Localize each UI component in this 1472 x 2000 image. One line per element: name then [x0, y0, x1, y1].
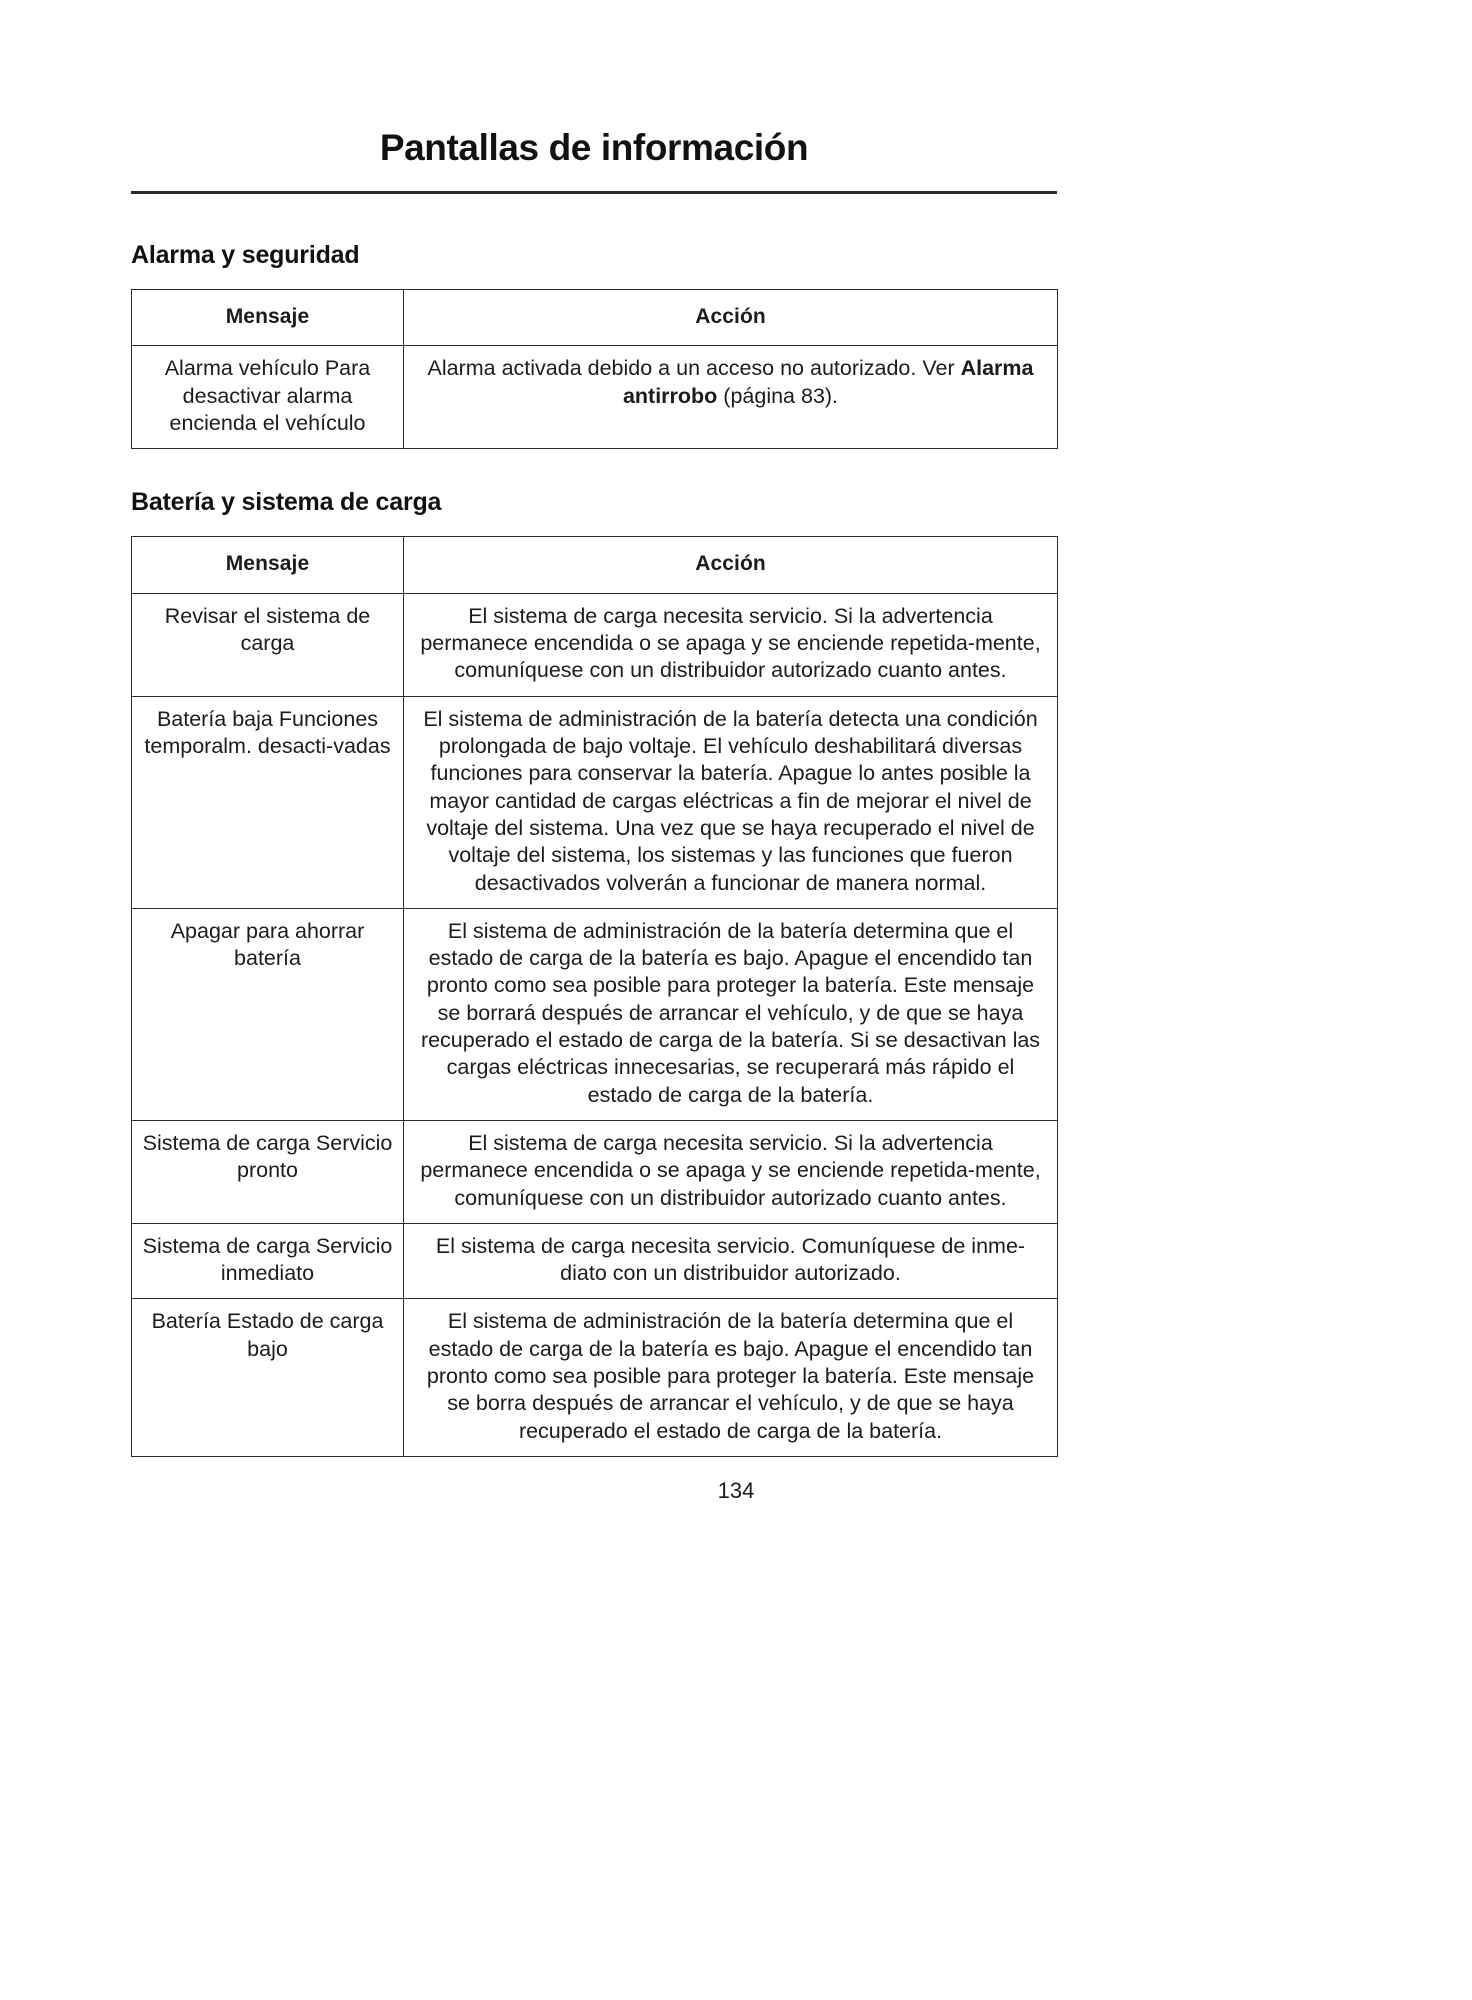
cell-message: Batería Estado de carga bajo [132, 1299, 404, 1456]
cell-action: El sistema de administración de la batería detecta una condición prolongada de bajo voltaje. El vehículo deshabilitará diversas funciones para conservar la batería. Apague lo antes posible la mayor cantidad de cargas eléctricas a fin de mejorar el nivel de voltaje del sistema. Una vez que se haya recuperado el nivel de voltaje del sistema, los sistemas y las funciones que fueron desactivados volverán a funcionar de manera normal. [404, 696, 1058, 908]
page-title: Pantallas de información [379, 127, 809, 168]
action-text-after: (página 83). [717, 383, 839, 408]
cell-message: Revisar el sistema de carga [132, 593, 404, 696]
column-header-mensaje: Mensaje [132, 289, 404, 346]
cell-action: El sistema de carga necesita servicio. Si la advertencia permanece encendida o se apaga y se enciende repetida-mente, comuníquese con un distribuidor autorizado cuanto antes. [404, 593, 1058, 696]
column-header-mensaje: Mensaje [132, 537, 404, 594]
cell-action: El sistema de administración de la batería determina que el estado de carga de la batería es bajo. Apague el encendido tan pronto como sea posible para proteger la batería. Este mensaje se borra después de arrancar el vehículo, y de que se haya recuperado el estado de carga de la batería. [404, 1299, 1058, 1456]
cell-message: Alarma vehículo Para desactivar alarma encienda el vehículo [132, 346, 404, 449]
table-row [132, 696, 1058, 908]
cell-action [404, 346, 1058, 449]
cell-message: Apagar para ahorrar batería [132, 908, 404, 1120]
cell-action: El sistema de carga necesita servicio. Si la advertencia permanece encendida o se apaga y se enciende repetida-mente, comuníquese con un distribuidor autorizado cuanto antes. [404, 1120, 1058, 1223]
title-divider [131, 191, 1057, 194]
page-content [131, 0, 1057, 1457]
column-header-accion: Acción [404, 289, 1058, 346]
action-reference-bold: Alarma antirrobo [622, 356, 1034, 408]
action-text-before: Alarma activada debido a un acceso no autorizado. Ver [427, 356, 961, 381]
cell-message: Sistema de carga Servicio pronto [132, 1120, 404, 1223]
section-heading-bateria-y-sistema-de-carga: Batería y sistema de carga [131, 488, 442, 517]
table-row [132, 346, 1058, 449]
column-header-accion: Acción [404, 537, 1058, 594]
page-number: 134 [717, 1478, 755, 1503]
table-header-row [132, 537, 1058, 594]
table-bateria-y-sistema-de-carga [131, 536, 1058, 1457]
table-row [132, 593, 1058, 696]
table-row [132, 1223, 1058, 1299]
table-row [132, 1299, 1058, 1456]
table-alarma-y-seguridad [131, 289, 1058, 450]
cell-message: Batería baja Funciones temporalm. desacti-vadas [132, 696, 404, 908]
table-row [132, 1120, 1058, 1223]
cell-message: Sistema de carga Servicio inmediato [132, 1223, 404, 1299]
table-row [132, 908, 1058, 1120]
section-heading-alarma-y-seguridad: Alarma y seguridad [131, 240, 360, 269]
cell-action: El sistema de carga necesita servicio. Comuníquese de inme-diato con un distribuidor autorizado. [404, 1223, 1058, 1299]
cell-action: El sistema de administración de la batería determina que el estado de carga de la batería es bajo. Apague el encendido tan pronto como sea posible para proteger la batería. Este mensaje se borrará después de arrancar el vehículo, y de que se haya recuperado el estado de carga de la batería. Si se desactivan las cargas eléctricas innecesarias, se recuperará más rápido el estado de carga de la batería. [404, 908, 1058, 1120]
table-header-row [132, 289, 1058, 346]
